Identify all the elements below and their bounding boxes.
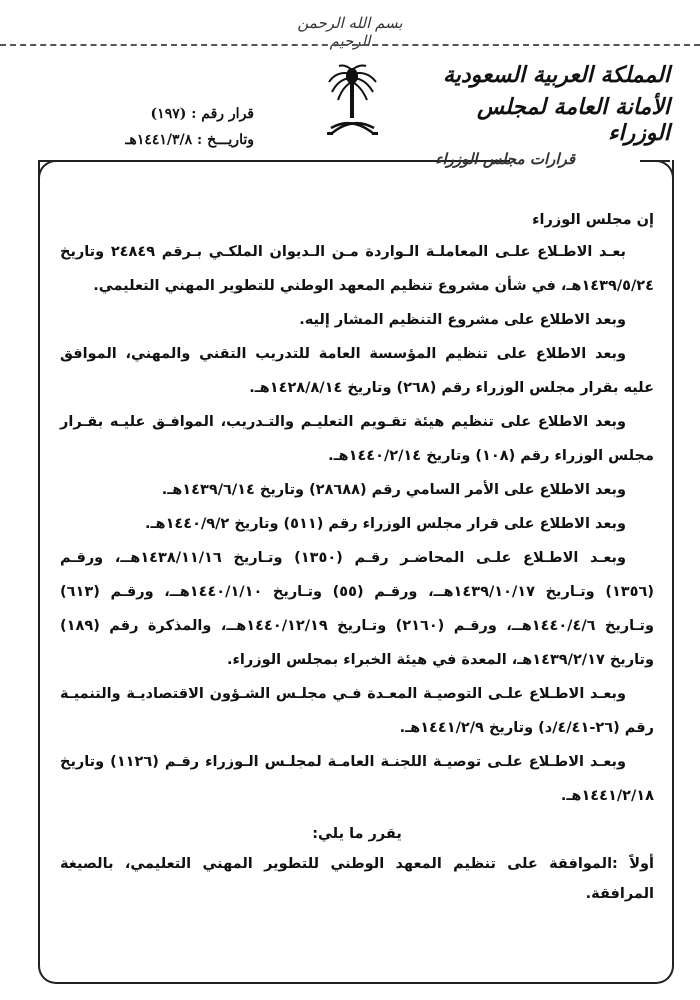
- basmala-calligraphy: بسم الله الرحمن الرحيم: [297, 14, 403, 50]
- decision-number: قرار رقم : (١٩٧): [150, 106, 254, 122]
- decision-date: وتاريـــخ : ١٤٤١/٣/٨هـ: [125, 132, 254, 148]
- decision-body: [60, 205, 654, 909]
- top-dashed-line: [0, 44, 700, 46]
- palm-swords-emblem-icon: [325, 62, 380, 142]
- paragraph-etec: وبعد الاطلاع على تنظيم هيئة تقـويم التعليـم والتـدريب، الموافـق عليـه بقـرار مجلس الوزراء رقم (١٠٨) وتاريخ ١٤٤٠/٢/١٤هـ.: [60, 414, 654, 464]
- paragraph-council-decision: وبعد الاطلاع على قرار مجلس الوزراء رقم (٥١١) وتاريخ ١٤٤٠/٩/٢هـ.: [145, 516, 626, 532]
- paragraph-tvtc: وبعد الاطلاع على تنظيم المؤسسة العامة للتدريب التقني والمهني، الموافق عليه بقرار مجلس الوزراء رقم (٢٦٨) وتاريخ ١٤٢٨/٨/١٤هـ.: [60, 346, 654, 396]
- paragraph-royal-court: بعـد الاطـلاع علـى المعاملـة الـواردة مـن الـديوان الملكـي بـرقم ٢٤٨٤٩ وتاريخ ١٤٣٩/٥/٢٤هـ، في شأن مشروع تنظيم المعهد الوطني للتطوير المهني التعليمي.: [60, 244, 654, 294]
- paragraph-minutes: وبعـد الاطـلاع علـى المحاضـر رقـم (١٣٥٠) وتـاريخ ١٤٣٨/١١/١٦هــ، ورقـم (١٣٥٦) وتـاريخ ١٤٣٩/١٠/١٧هــ، ورقـم (٥٥) وتـاريخ ١٤٤٠/١/١٠هــ، ورقـم (٦١٣) وتـاريخ ١٤٤٠/٤/٦هــ، ورقـم (٢١٦٠) وتـاريخ ١٤٤٠/١٢/١٩هــ، والمذكرة رقم (١٨٩) وتاريخ ١٤٣٩/٢/١٧هـ، المعدة في هيئة الخبراء بمجلس الوزراء.: [60, 550, 654, 668]
- section-title: قرارات مجلس الوزراء: [435, 150, 575, 168]
- decision-item-1: أولاً :الموافقة على تنظيم المعهد الوطني للتطوير المهني التعليمي، بالصيغة المرافقة.: [60, 856, 654, 902]
- paragraph-draft: وبعد الاطلاع على مشروع التنظيم المشار إليه.: [299, 312, 626, 328]
- decides-heading: يقرر ما يلي:: [312, 826, 402, 842]
- paragraph-royal-order: وبعد الاطلاع على الأمر السامي رقم (٢٨٦٨٨) وتاريخ ١٤٣٩/٦/١٤هـ.: [161, 482, 626, 498]
- secretariat-logo-text: الأمانة العامة لمجلس الوزراء: [476, 94, 670, 146]
- paragraph-general-committee: وبعـد الاطـلاع علـى توصيـة اللجنـة العامـة لمجلـس الـوزراء رقـم (١١٢٦) وتاريخ ١٤٤١/٢/١٨هـ.: [60, 754, 654, 804]
- opening-line: إن مجلس الوزراء: [532, 212, 654, 228]
- paragraph-economic-council: وبعـد الاطـلاع علـى التوصيـة المعـدة فـي مجلـس الشـؤون الاقتصاديـة والتنميـة رقم (٢٦-٤/٤١/د) وتاريخ ١٤٤١/٢/٩هـ.: [60, 686, 654, 736]
- kingdom-logo-text: المملكة العربية السعودية: [442, 62, 670, 88]
